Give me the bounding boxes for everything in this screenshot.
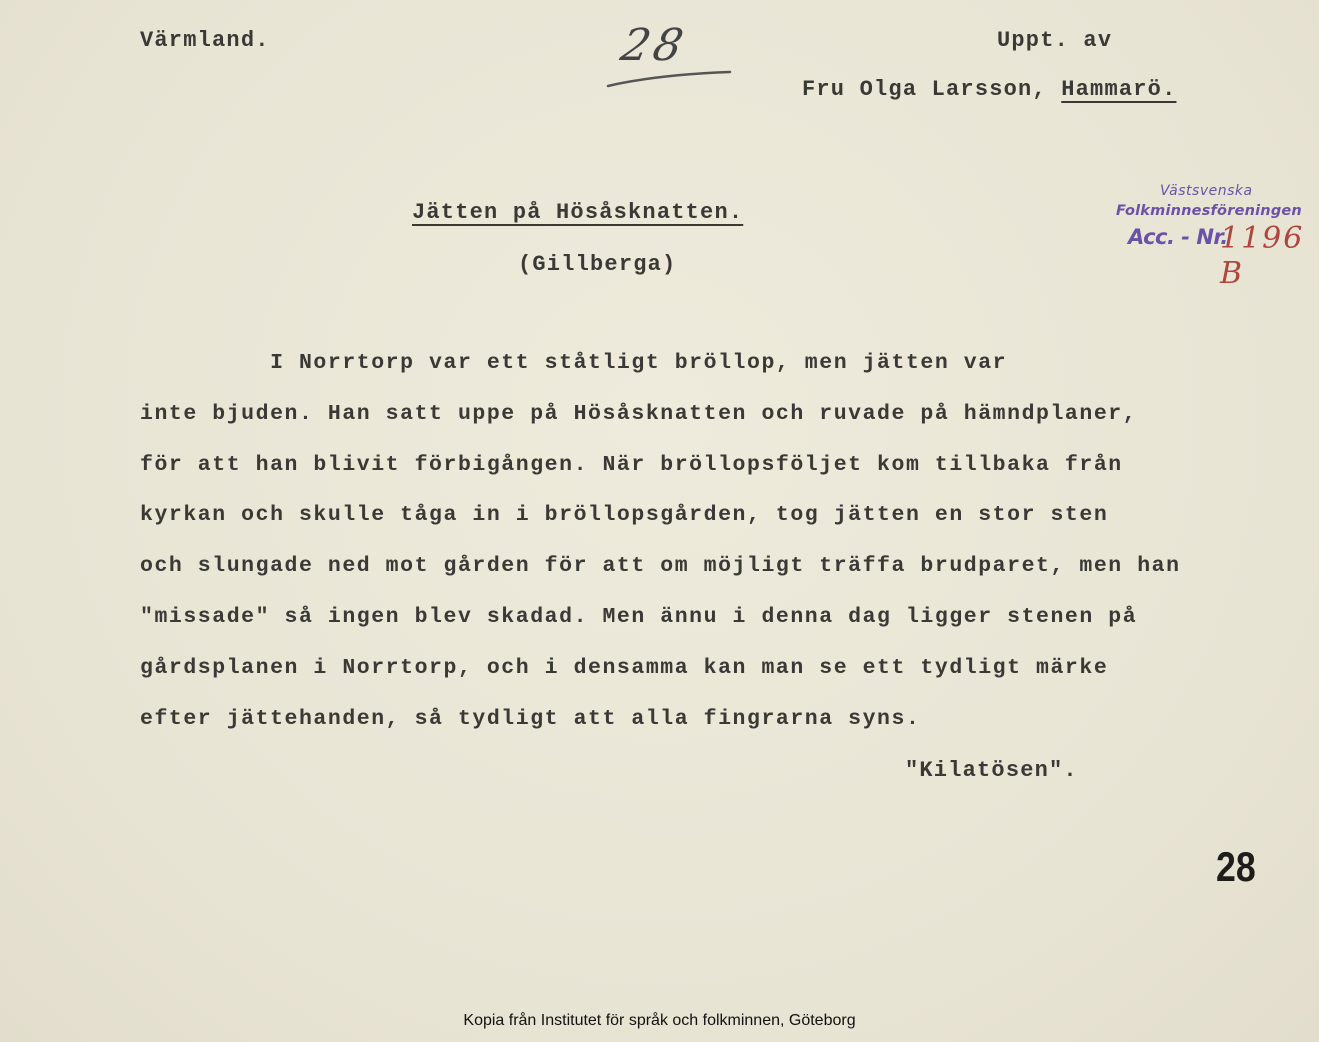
- story-line: "missade" så ingen blev skadad. Men ännu i denna dag ligger stenen på: [140, 605, 1138, 629]
- handwritten-archive-number: 28: [616, 20, 692, 71]
- story-line: gårdsplanen i Norrtorp, och i densamma kan man se ett tydligt märke: [140, 656, 1109, 680]
- pen-underline-stroke: [604, 64, 734, 94]
- story-line: och slungade ned mot gården för att om möjligt träffa brudparet, men han: [140, 554, 1181, 578]
- stamp-accession-number: 1196 B: [1220, 221, 1305, 291]
- stamp-accession-label: Acc. - Nr.: [1128, 225, 1228, 249]
- stamp-society-line1: Västsvenska: [1160, 183, 1253, 199]
- story-line: inte bjuden. Han satt uppe på Hösåsknatten och ruvade på hämndplaner,: [140, 402, 1138, 426]
- story-signature: "Kilatösen".: [905, 758, 1078, 783]
- story-line: I Norrtorp var ett ståtligt bröllop, men jätten var: [140, 351, 1008, 375]
- recorded-by-label: Uppt. av: [997, 28, 1113, 53]
- page-number: 28: [1216, 843, 1256, 890]
- story-location: (Gillberga): [518, 252, 677, 277]
- story-line: kyrkan och skulle tåga in i bröllopsgården, tog jätten en stor sten: [140, 503, 1109, 527]
- stamp-society-line2: Folkminnesföreningen: [1116, 203, 1302, 219]
- story-line: efter jättehanden, så tydligt att alla fingrarna syns.: [140, 707, 921, 731]
- story-title: Jätten på Hösåsknatten.: [412, 200, 744, 225]
- informant-name: Fru Olga Larsson,: [802, 77, 1062, 102]
- copy-footer: Kopia från Institutet för språk och folkminnen, Göteborg: [463, 1012, 856, 1029]
- story-line: för att han blivit förbigången. När bröllopsföljet kom tillbaka från: [140, 453, 1123, 477]
- informant-place: Hammarö.: [1061, 77, 1177, 102]
- informant-line: [802, 77, 1176, 102]
- region-label: Värmland.: [140, 28, 270, 53]
